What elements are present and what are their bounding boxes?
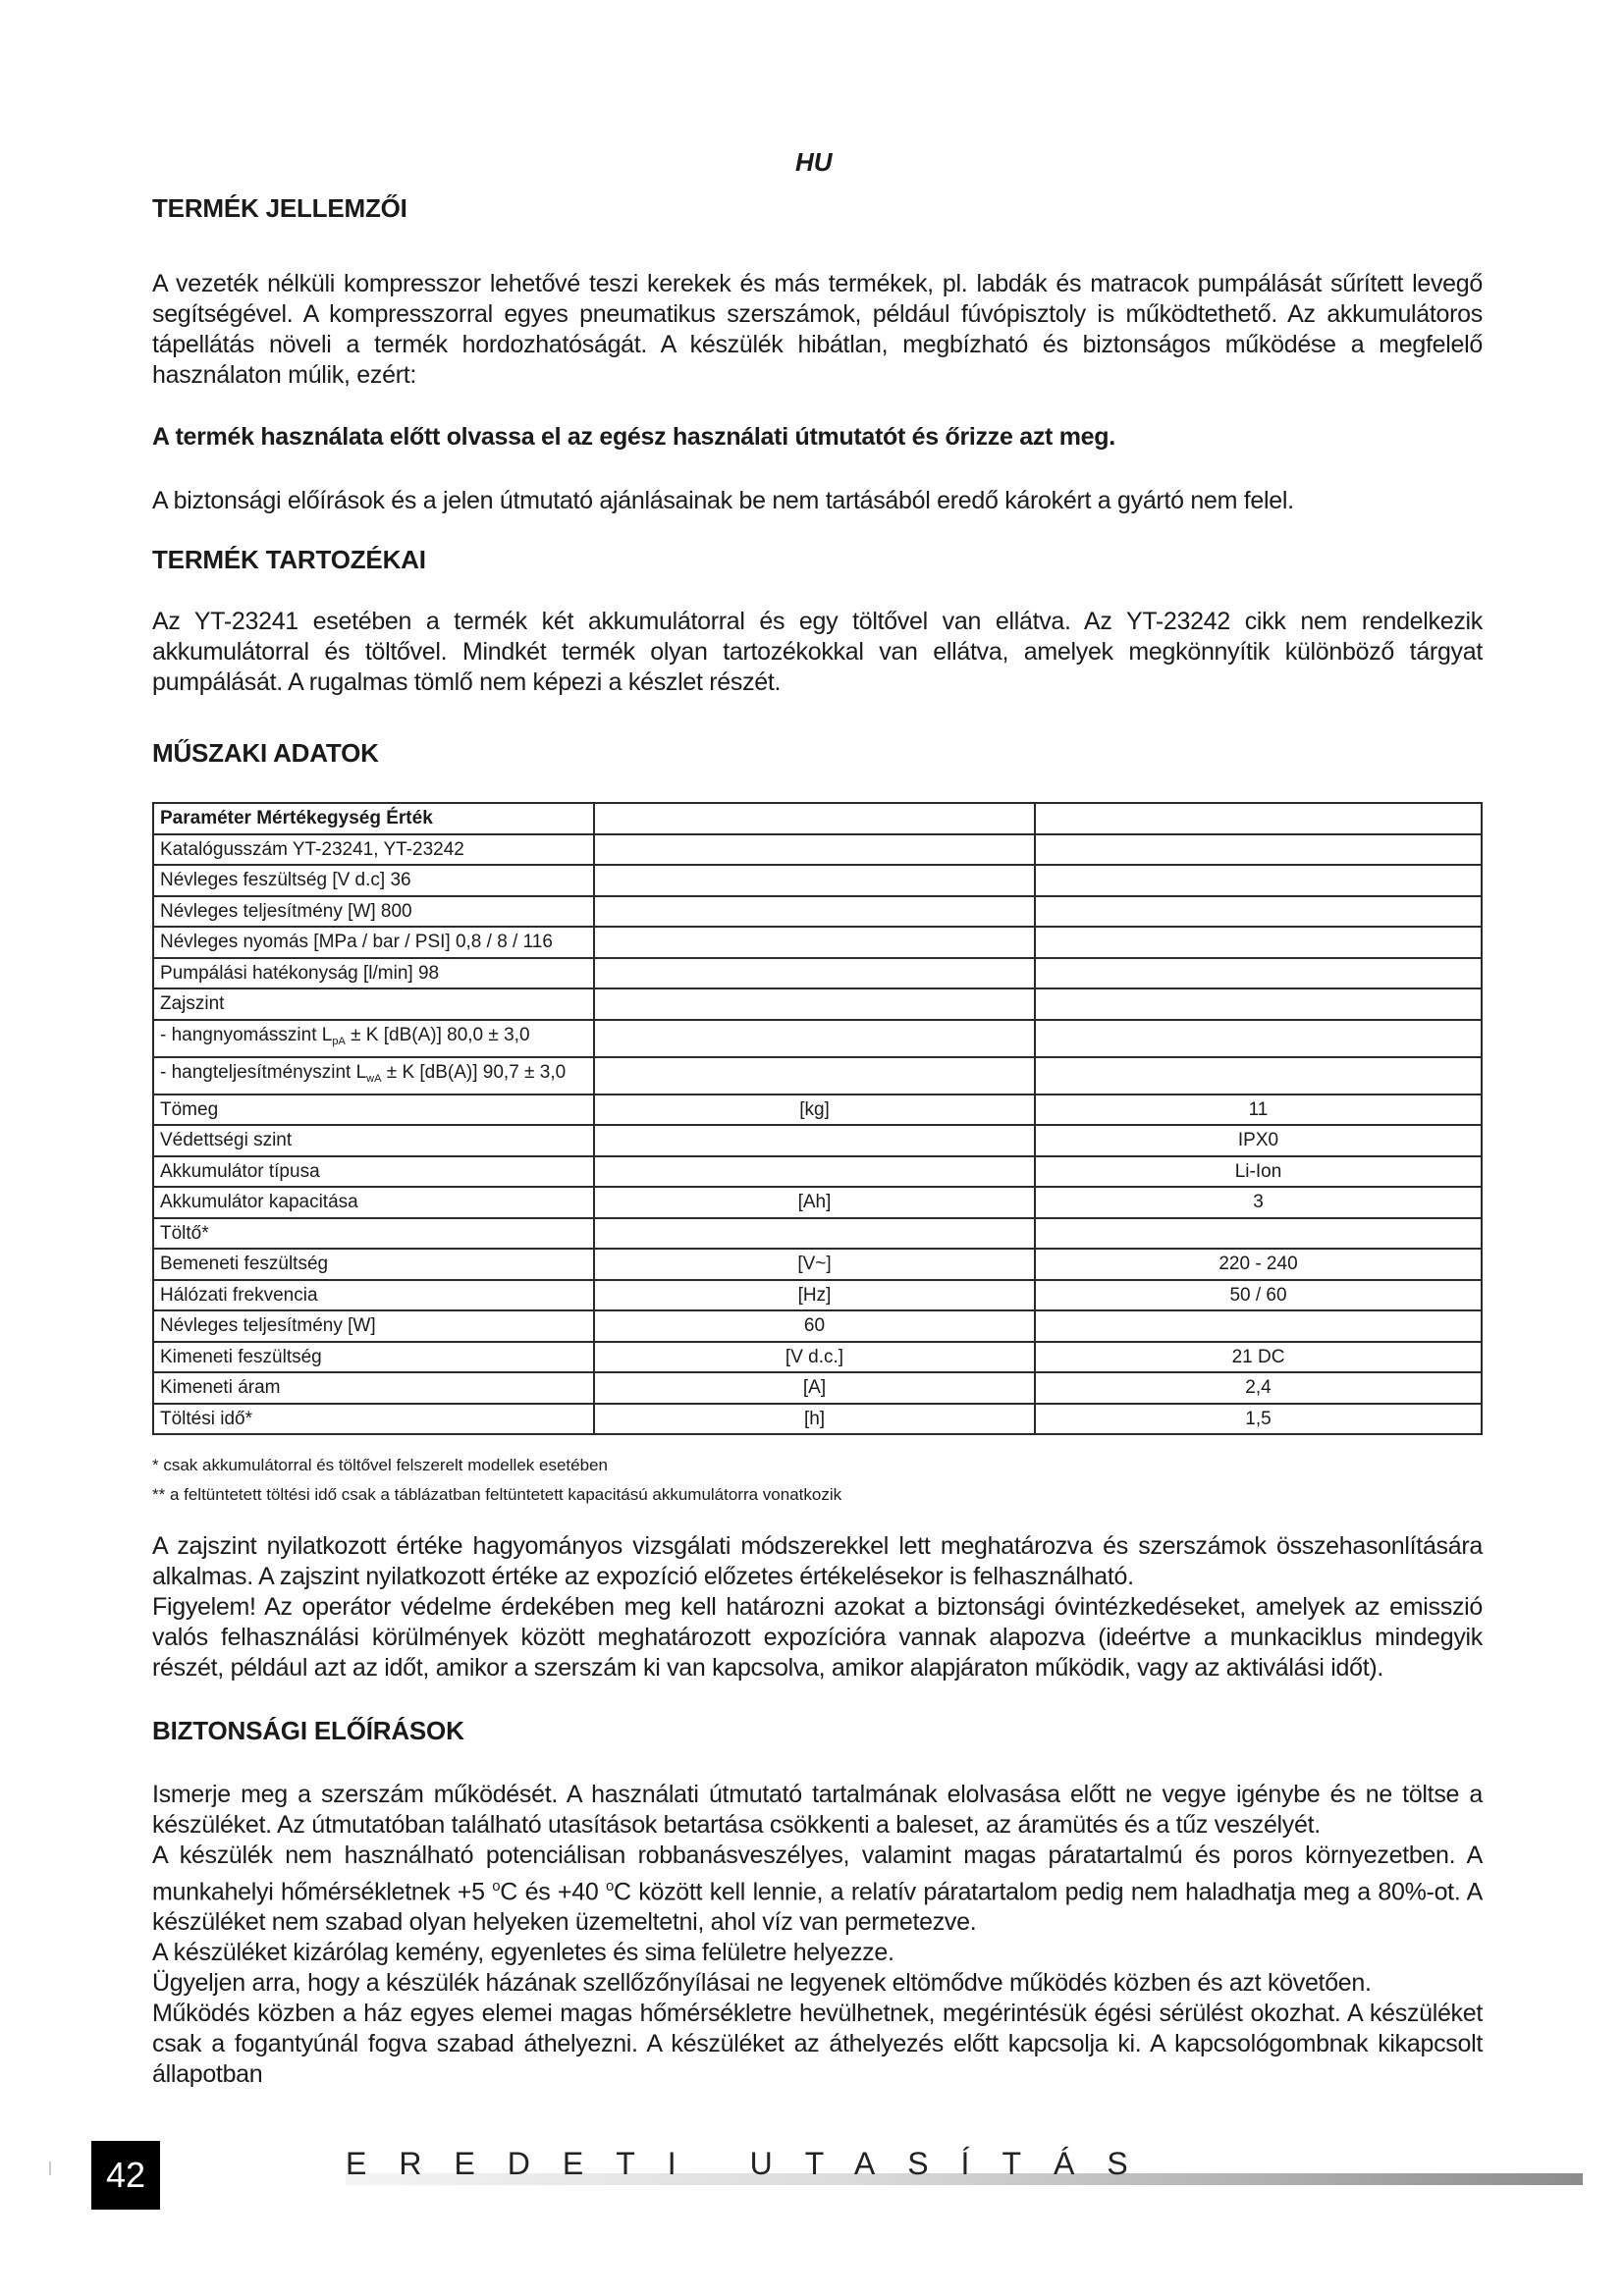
table-row	[153, 803, 1482, 834]
safety-paragraph-1: Ismerje meg a szerszám működését. A használati útmutató tartalmának elolvasása előtt ne vegye igénybe és ne töltse a készüléket. Az útmutatóban található utasítások betartása csökkenti a baleset, az áramütés és a tűz veszélyét.	[152, 1781, 1483, 1839]
table-cell: Bemeneti feszültség	[153, 1249, 594, 1280]
table-cell: Paraméter Mértékegység Érték	[153, 803, 594, 834]
table-cell	[153, 1020, 594, 1057]
table-cell	[594, 834, 1035, 866]
table-cell: Li-Ion	[1035, 1156, 1482, 1188]
table-row	[153, 1125, 1482, 1156]
table-row	[153, 1404, 1482, 1435]
table-cell: [A]	[594, 1372, 1035, 1404]
heading-accessories: TERMÉK TARTOZÉKAI	[152, 545, 426, 574]
table-cell	[594, 927, 1035, 958]
table-row	[153, 1020, 1482, 1057]
table-cell: Katalógusszám YT-23241, YT-23242	[153, 834, 594, 866]
safety-paragraph-2	[152, 1841, 1483, 1938]
subscript: pA	[332, 1035, 346, 1047]
table-cell: Védettségi szint	[153, 1125, 594, 1156]
degree-mark: o	[492, 1878, 501, 1895]
table-cell	[1035, 1020, 1482, 1057]
table-cell: 3	[1035, 1187, 1482, 1218]
table-cell	[594, 1218, 1035, 1250]
liability-paragraph: A biztonsági előírások és a jelen útmutató ajánlásainak be nem tartásából eredő károkért a gyártó nem felel.	[152, 487, 1294, 514]
safety-paragraph-4: Ügyeljen arra, hogy a készülék házának szellőzőnyílásai ne legyenek eltömődve működés közben és azt követően.	[152, 1969, 1372, 1998]
table-cell	[1035, 958, 1482, 989]
table-cell: Zajszint	[153, 988, 594, 1020]
table-row	[153, 896, 1482, 928]
table-cell: [V d.c.]	[594, 1342, 1035, 1373]
table-cell	[1035, 1310, 1482, 1342]
table-cell	[594, 896, 1035, 928]
table-row	[153, 988, 1482, 1020]
page-content	[152, 192, 1483, 2090]
product-features-paragraph: A vezeték nélküli kompresszor lehetővé teszi kerekek és más termékek, pl. labdák és matracok pumpálását sűrített levegő segítségével. A kompresszorral egyes pneumatikus szerszámok, például fúvópisztoly is működtethető. Az akkumulátoros tápellátás növeli a termék hordozhatóságát. A készülék hibátlan, megbízható és biztonságos működése a megfelelő használaton múlik, ezért:	[152, 270, 1483, 389]
table-row	[153, 865, 1482, 896]
cell-text: ± K [dB(A)] 90,7 ± 3,0	[381, 1061, 567, 1083]
warning-paragraph: Figyelem! Az operátor védelme érdekében meg kell határozni azokat a biztonsági óvintézkedéseket, amelyek az emisszió valós felhasználási körülmények között meghatározott expozícióra vannak alapozva (ideértve a munkaciklus mindegyik részét, például azt az időt, amikor a szerszám ki van kapcsolva, amikor alapjáraton működik, vagy az aktiválási időt).	[152, 1593, 1483, 1682]
table-cell: Töltési idő*	[153, 1404, 594, 1435]
table-cell: Pumpálási hatékonyság [l/min] 98	[153, 958, 594, 989]
table-cell	[1035, 865, 1482, 896]
safety-paragraph-3: A készüléket kizárólag kemény, egyenletes és sima felületre helyezze.	[152, 1939, 894, 1967]
table-cell	[1035, 834, 1482, 866]
table-cell	[1035, 988, 1482, 1020]
table-cell: 21 DC	[1035, 1342, 1482, 1373]
table-cell: 220 - 240	[1035, 1249, 1482, 1280]
table-cell: 2,4	[1035, 1372, 1482, 1404]
table-cell: Akkumulátor kapacitása	[153, 1187, 594, 1218]
table-row	[153, 1218, 1482, 1250]
cell-text: ± K [dB(A)] 80,0 ± 3,0	[345, 1024, 530, 1045]
table-cell: 1,5	[1035, 1404, 1482, 1435]
table-cell: Névleges teljesítmény [W]	[153, 1310, 594, 1342]
table-cell	[1035, 896, 1482, 928]
table-cell: Tömeg	[153, 1095, 594, 1126]
table-row	[153, 958, 1482, 989]
footnote-2: ** a feltüntetett töltési idő csak a táblázatban feltüntetett kapacitású akkumulátorra vonatkozik	[152, 1485, 842, 1504]
cell-text: - hangnyomásszint L	[160, 1024, 333, 1045]
table-cell: [V~]	[594, 1249, 1035, 1280]
table-cell: Akkumulátor típusa	[153, 1156, 594, 1188]
footnote-1: * csak akkumulátorral és töltővel felszerelt modellek esetében	[152, 1456, 608, 1474]
table-cell	[1035, 927, 1482, 958]
table-row	[153, 1156, 1482, 1188]
table-cell: [Hz]	[594, 1280, 1035, 1311]
table-cell	[1035, 803, 1482, 834]
heading-safety: BIZTONSÁGI ELŐÍRÁSOK	[152, 1716, 464, 1745]
table-cell	[594, 865, 1035, 896]
table-cell: [kg]	[594, 1095, 1035, 1126]
table-row	[153, 927, 1482, 958]
table-row	[153, 1310, 1482, 1342]
table-cell	[1035, 1057, 1482, 1095]
safety-paragraph-5: Működés közben a ház egyes elemei magas hőmérsékletre hevülhetnek, megérintésük égési sérülést okozhat. A készüléket csak a fogantyúnál fogva szabad áthelyezni. A készüléket az áthelyezés előtt kapcsolja ki. A kapcsológombnak kikapcsolt állapotban	[152, 2000, 1483, 2089]
table-cell	[594, 958, 1035, 989]
table-row	[153, 1342, 1482, 1373]
table-cell: Töltő*	[153, 1218, 594, 1250]
table-row	[153, 1280, 1482, 1311]
table-cell: 11	[1035, 1095, 1482, 1126]
table-cell	[1035, 1218, 1482, 1250]
table-row	[153, 834, 1482, 866]
text-run: C és +40	[500, 1878, 606, 1906]
table-cell: Hálózati frekvencia	[153, 1280, 594, 1311]
table-row	[153, 1372, 1482, 1404]
technical-data-table	[152, 802, 1483, 1435]
margin-mark	[49, 2162, 51, 2175]
heading-product-features: TERMÉK JELLEMZŐI	[152, 193, 407, 223]
accessories-paragraph: Az YT-23241 esetében a termék két akkumulátorral és egy töltővel van ellátva. Az YT-23242 cikk nem rendelkezik akkumulátorral és töltővel. Mindkét termék olyan tartozékokkal van ellátva, amelyek megkönnyítik különböző tárgyat pumpálását. A rugalmas tömlő nem képezi a készlet részét.	[152, 608, 1483, 696]
table-row	[153, 1249, 1482, 1280]
noise-paragraph: A zajszint nyilatkozott értéke hagyományos vizsgálati módszerekkel lett meghatározva és szerszámok összehasonlítására alkalmas. A zajszint nyilatkozott értéke az expozíció előzetes értékelésekor is felhasználható.	[152, 1532, 1483, 1590]
page-number: 42	[91, 2141, 160, 2210]
table-cell	[594, 988, 1035, 1020]
table-cell	[594, 803, 1035, 834]
table-row	[153, 1095, 1482, 1126]
table-cell	[594, 1156, 1035, 1188]
heading-technical-data: MŰSZAKI ADATOK	[152, 738, 379, 768]
table-cell: [h]	[594, 1404, 1035, 1435]
table-cell: [Ah]	[594, 1187, 1035, 1218]
table-cell: 60	[594, 1310, 1035, 1342]
table-footnotes	[152, 1451, 1483, 1510]
table-cell: Névleges nyomás [MPa / bar / PSI] 0,8 / 8 / 116	[153, 927, 594, 958]
table-row	[153, 1187, 1482, 1218]
table-cell: Névleges teljesítmény [W] 800	[153, 896, 594, 928]
table-cell: Kimeneti feszültség	[153, 1342, 594, 1373]
cell-text: - hangteljesítményszint L	[160, 1061, 367, 1083]
table-cell	[153, 1057, 594, 1095]
read-manual-notice: A termék használata előtt olvassa el az egész használati útmutatót és őrizze azt meg.	[152, 423, 1115, 451]
degree-mark: o	[605, 1878, 615, 1895]
text-run: A készülék nem használható potenciálisan robbanásveszélyes, valamint magas páratartalmú és poros környezetben. A munkahelyi hőmérsékletnek +5	[152, 1842, 1483, 1906]
table-cell: IPX0	[1035, 1125, 1482, 1156]
table-cell: Névleges feszültség [V d.c] 36	[153, 865, 594, 896]
subscript: wA	[366, 1072, 382, 1085]
table-row	[153, 1057, 1482, 1095]
table-cell	[594, 1057, 1035, 1095]
text-run: C között kell lennie, a relatív páratartalom pedig nem haladhatja meg a 80%-ot. A készüléket nem szabad olyan helyeken üzemeltetni, ahol víz van permetezve.	[152, 1878, 1483, 1937]
footer-title: EREDETI UTASÍTÁS	[346, 2146, 1161, 2181]
table-cell	[594, 1125, 1035, 1156]
table-cell	[594, 1020, 1035, 1057]
language-code: HU	[795, 147, 833, 177]
table-cell: 50 / 60	[1035, 1280, 1482, 1311]
table-cell: Kimeneti áram	[153, 1372, 594, 1404]
